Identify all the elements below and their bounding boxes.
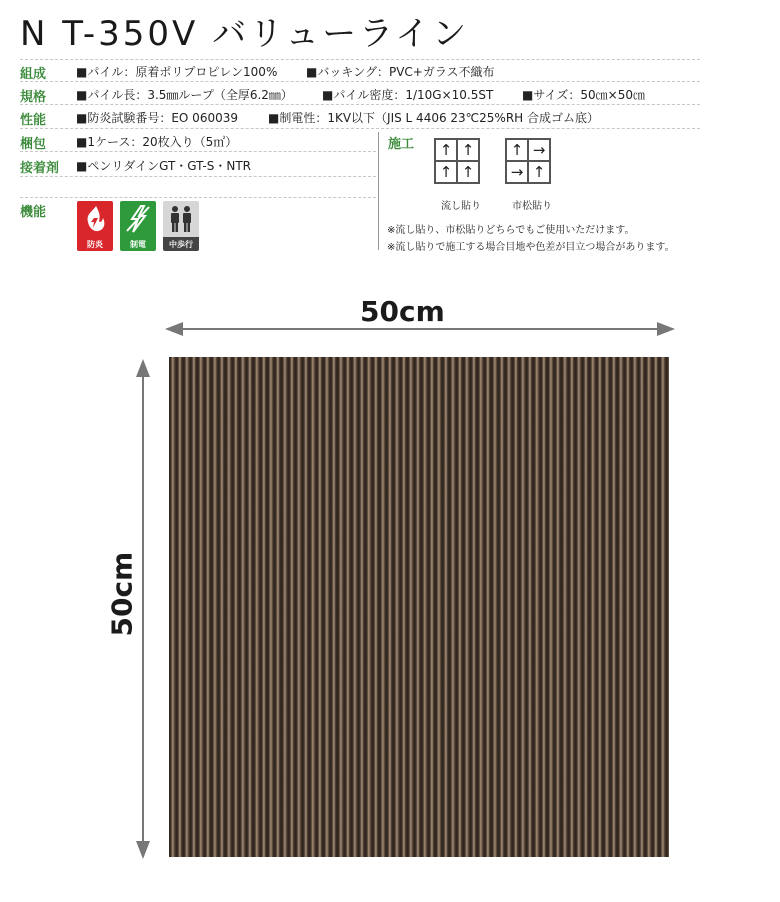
divider [20, 104, 700, 105]
antistatic-icon [124, 204, 152, 234]
carpet-tile-sample [169, 357, 669, 857]
height-label: 50cm [105, 551, 139, 637]
foot-traffic-icon [166, 204, 196, 234]
divider [20, 176, 376, 177]
divider [20, 81, 700, 82]
pattern-ichimatsu-grid [505, 138, 551, 184]
spec-pile-length: ■パイル長：3.5㎜ループ（全厚6.2㎜） [76, 88, 293, 102]
arrow-up-icon: ↑ [528, 161, 550, 183]
arrow-up-icon: ↑ [435, 161, 457, 183]
product-title: N T-350V バリューライン [20, 14, 470, 54]
width-label: 50cm [360, 295, 445, 328]
divider [20, 151, 376, 152]
installation-label: 施工 [388, 137, 415, 152]
arrow-up-icon: ↑ [435, 139, 457, 161]
badge-label: 中歩行 [163, 237, 199, 251]
divider [20, 128, 700, 129]
flame-retardant-icon [82, 204, 108, 234]
pattern-ichimatsu-label: 市松貼り [512, 201, 552, 212]
flame-retardant-badge [77, 201, 113, 251]
spec-label-standard: 規格 [20, 90, 47, 105]
badge-label: 防炎 [77, 237, 113, 251]
spec-adhesive-names: ■ペンリダインGT・GT-S・NTR [76, 159, 251, 173]
arrow-up-icon: ↑ [457, 161, 479, 183]
arrow-up-icon: ↑ [506, 139, 528, 161]
spec-size: ■サイズ：50㎝×50㎝ [522, 88, 645, 102]
spec-label-performance: 性能 [20, 113, 47, 128]
spec-backing: ■バッキング：PVC+ガラス不織布 [306, 65, 495, 79]
spec-label-functions: 機能 [20, 205, 47, 220]
spec-case: ■1ケース：20枚入り（5㎡） [76, 135, 238, 149]
arrow-right-icon: → [506, 161, 528, 183]
spec-label-composition: 組成 [20, 67, 47, 82]
spec-fire-test: ■防炎試験番号：EO 060039 [76, 111, 238, 125]
pattern-nagashi-grid [434, 138, 480, 184]
badge-label: 制電 [120, 237, 156, 251]
antistatic-badge [120, 201, 156, 251]
foot-traffic-badge [163, 201, 199, 251]
divider [20, 59, 700, 60]
spec-pile: ■パイル：原着ポリプロピレン100% [76, 65, 278, 79]
spec-label-adhesive: 接着剤 [20, 161, 60, 176]
spec-antistatic: ■制電性：1KV以下（JIS L 4406 23℃25%RH 合成ゴム底） [268, 111, 600, 125]
arrow-right-icon: → [528, 139, 550, 161]
installation-note: ※流し貼りで施工する場合目地や色差が目立つ場合があります。 [387, 242, 675, 253]
spec-label-packing: 梱包 [20, 137, 47, 152]
installation-note: ※流し貼り、市松貼りどちらでもご使用いただけます。 [387, 225, 635, 236]
divider [20, 197, 376, 198]
pattern-nagashi-label: 流し貼り [441, 201, 481, 212]
section-divider [378, 132, 379, 250]
arrow-up-icon: ↑ [457, 139, 479, 161]
spec-pile-density: ■パイル密度：1/10G×10.5ST [322, 88, 494, 102]
